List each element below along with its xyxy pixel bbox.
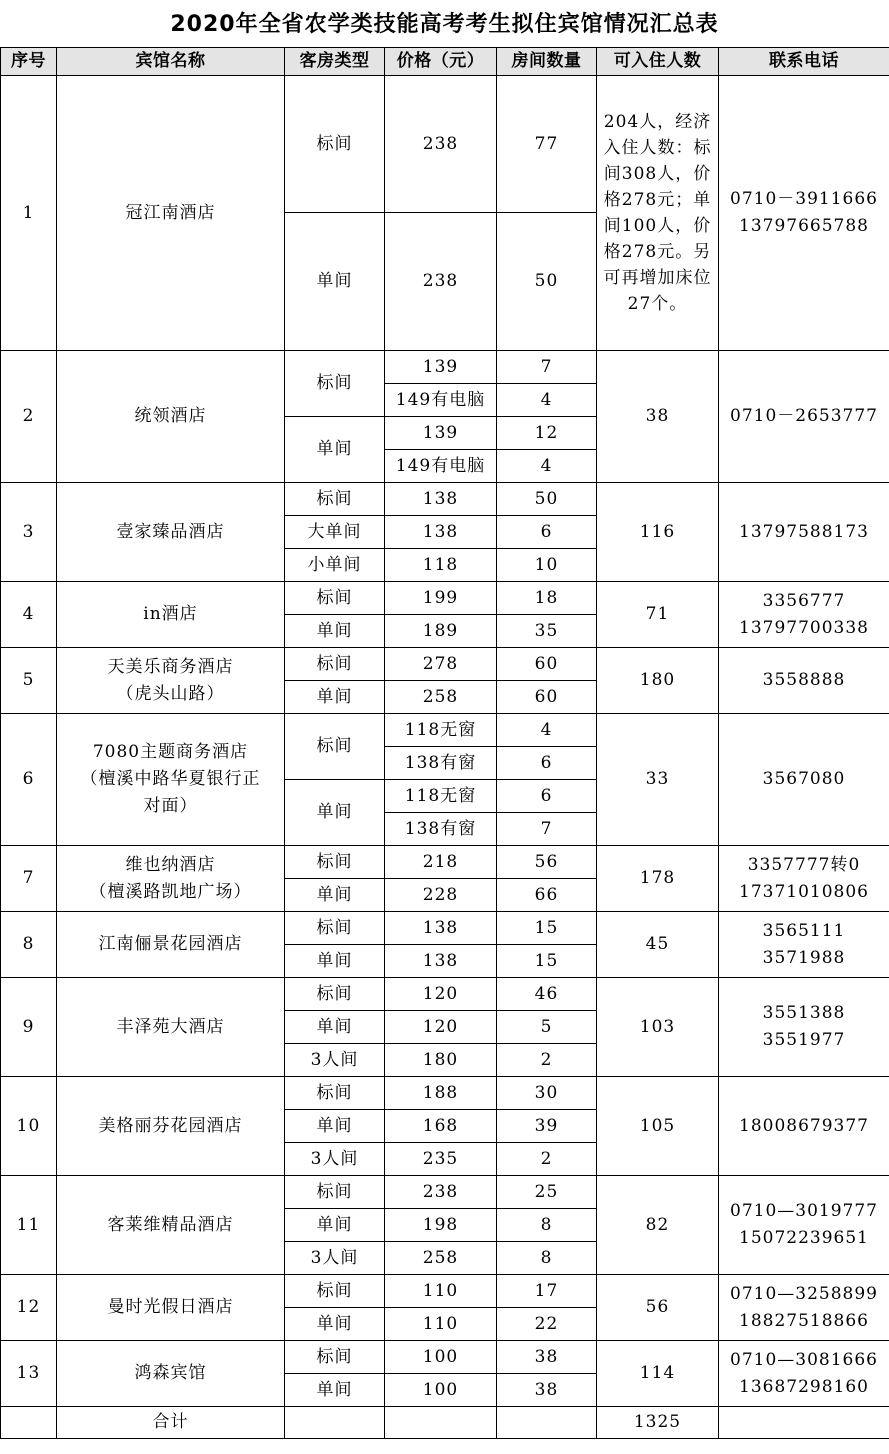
room-type: 单间 bbox=[285, 213, 385, 351]
hotel-name-line: 江南俪景花园酒店 bbox=[98, 934, 243, 954]
table-title: 2020年全省农学类技能高考考生拟住宾馆情况汇总表 bbox=[170, 12, 719, 37]
room-count: 22 bbox=[497, 1308, 597, 1341]
table-body bbox=[1, 76, 889, 1439]
capacity: 33 bbox=[597, 714, 719, 846]
room-count: 6 bbox=[497, 747, 597, 780]
phone-line: 0710－3911666 bbox=[730, 189, 878, 209]
hotel-name bbox=[57, 351, 285, 483]
hotel-name-line: 丰泽苑大酒店 bbox=[116, 1016, 225, 1037]
room-count: 4 bbox=[497, 450, 597, 483]
room-price: 138 bbox=[385, 516, 497, 549]
phone-line: 3356777 bbox=[762, 590, 846, 611]
table-row bbox=[1, 648, 889, 681]
total-empty-price bbox=[385, 1407, 497, 1439]
phone-numbers bbox=[719, 1176, 889, 1275]
phone-line: 13797700338 bbox=[739, 617, 869, 638]
room-count: 39 bbox=[497, 1110, 597, 1143]
row-number: 4 bbox=[1, 582, 57, 648]
room-count: 17 bbox=[497, 1275, 597, 1308]
capacity: 178 bbox=[597, 846, 719, 912]
row-number: 2 bbox=[1, 351, 57, 483]
table-row bbox=[1, 1341, 889, 1374]
phone-line: 18827518866 bbox=[739, 1310, 869, 1331]
hotel-name-line: （檀溪路凯地广场） bbox=[89, 881, 252, 902]
room-type: 标间 bbox=[285, 846, 385, 879]
capacity: 105 bbox=[597, 1077, 719, 1176]
hotel-name-line: 7080主题商务酒店 bbox=[92, 742, 249, 762]
row-number: 10 bbox=[1, 1077, 57, 1176]
room-price: 100 bbox=[385, 1341, 497, 1374]
room-price: 278 bbox=[385, 648, 497, 681]
room-count: 6 bbox=[497, 516, 597, 549]
table-row bbox=[1, 76, 889, 213]
header-row bbox=[1, 48, 889, 76]
capacity: 116 bbox=[597, 483, 719, 582]
hotel-name bbox=[57, 1077, 285, 1176]
room-price: 138有窗 bbox=[385, 747, 497, 780]
row-number: 5 bbox=[1, 648, 57, 714]
row-number: 3 bbox=[1, 483, 57, 582]
capacity: 180 bbox=[597, 648, 719, 714]
phone-line: 17371010806 bbox=[739, 881, 869, 902]
phone-numbers bbox=[719, 714, 889, 846]
room-type: 标间 bbox=[285, 582, 385, 615]
capacity: 204人，经济入住人数：标间308人，价格278元；单间100人，价格278元。另可再增加床位27个。 bbox=[597, 76, 719, 351]
room-type: 单间 bbox=[285, 1209, 385, 1242]
phone-numbers bbox=[719, 483, 889, 582]
capacity: 45 bbox=[597, 912, 719, 978]
hotel-name bbox=[57, 912, 285, 978]
phone-line: 18008679377 bbox=[739, 1115, 869, 1136]
room-price: 100 bbox=[385, 1374, 497, 1407]
hotel-name bbox=[57, 714, 285, 846]
room-price: 235 bbox=[385, 1143, 497, 1176]
hotel-name-line: （檀溪中路华夏银行正 bbox=[80, 769, 261, 789]
phone-line: 3565111 bbox=[762, 920, 846, 941]
room-type: 标间 bbox=[285, 648, 385, 681]
room-price: 118无窗 bbox=[385, 780, 497, 813]
header-phone: 联系电话 bbox=[719, 48, 889, 76]
capacity: 82 bbox=[597, 1176, 719, 1275]
room-count: 56 bbox=[497, 846, 597, 879]
table-row bbox=[1, 846, 889, 879]
room-count: 8 bbox=[497, 1209, 597, 1242]
room-type: 3人间 bbox=[285, 1143, 385, 1176]
room-price: 139 bbox=[385, 351, 497, 384]
total-label: 合计 bbox=[57, 1407, 285, 1439]
room-price: 138 bbox=[385, 483, 497, 516]
table-row bbox=[1, 582, 889, 615]
hotel-name-line: 维也纳酒店 bbox=[125, 854, 216, 875]
capacity: 103 bbox=[597, 978, 719, 1077]
room-type: 3人间 bbox=[285, 1242, 385, 1275]
header-price: 价格（元） bbox=[385, 48, 497, 76]
hotel-name bbox=[57, 648, 285, 714]
hotel-name bbox=[57, 978, 285, 1077]
room-type: 标间 bbox=[285, 1077, 385, 1110]
room-type: 单间 bbox=[285, 945, 385, 978]
header-room-count: 房间数量 bbox=[497, 48, 597, 76]
row-number: 8 bbox=[1, 912, 57, 978]
room-type: 小单间 bbox=[285, 549, 385, 582]
hotel-name bbox=[57, 1341, 285, 1407]
room-type: 单间 bbox=[285, 879, 385, 912]
room-count: 7 bbox=[497, 351, 597, 384]
hotel-name-line: 统领酒店 bbox=[134, 406, 207, 426]
room-type: 标间 bbox=[285, 978, 385, 1011]
phone-numbers bbox=[719, 582, 889, 648]
header-capacity: 可入住人数 bbox=[597, 48, 719, 76]
phone-line: 13797588173 bbox=[739, 521, 869, 542]
phone-line: 0710－2653777 bbox=[730, 406, 878, 426]
phone-line: 0710—3019777 bbox=[730, 1201, 878, 1221]
table-row bbox=[1, 1275, 889, 1308]
room-price: 218 bbox=[385, 846, 497, 879]
room-count: 60 bbox=[497, 648, 597, 681]
hotel-name-line: 客莱维精品酒店 bbox=[107, 1214, 234, 1235]
row-number: 13 bbox=[1, 1341, 57, 1407]
hotel-name bbox=[57, 846, 285, 912]
hotel-name bbox=[57, 1176, 285, 1275]
phone-numbers bbox=[719, 76, 889, 351]
header-hotel-name: 宾馆名称 bbox=[57, 48, 285, 76]
room-price: 118无窗 bbox=[385, 714, 497, 747]
hotel-table bbox=[0, 47, 889, 1439]
hotel-name-line: 壹家臻品酒店 bbox=[116, 521, 225, 542]
phone-line: 3357777转0 bbox=[747, 854, 861, 875]
total-row bbox=[1, 1407, 889, 1439]
room-count: 7 bbox=[497, 813, 597, 846]
row-number: 9 bbox=[1, 978, 57, 1077]
room-count: 15 bbox=[497, 945, 597, 978]
phone-line: 0710—3258899 bbox=[730, 1283, 878, 1304]
room-count: 38 bbox=[497, 1341, 597, 1374]
table-row bbox=[1, 978, 889, 1011]
row-number: 12 bbox=[1, 1275, 57, 1341]
room-type: 标间 bbox=[285, 351, 385, 417]
phone-numbers bbox=[719, 351, 889, 483]
room-type: 单间 bbox=[285, 1011, 385, 1044]
room-count: 2 bbox=[497, 1143, 597, 1176]
room-type: 标间 bbox=[285, 714, 385, 780]
phone-numbers bbox=[719, 1077, 889, 1176]
hotel-name bbox=[57, 1275, 285, 1341]
room-type: 标间 bbox=[285, 1275, 385, 1308]
table-row bbox=[1, 1077, 889, 1110]
phone-numbers bbox=[719, 978, 889, 1077]
room-price: 138 bbox=[385, 945, 497, 978]
table-row bbox=[1, 483, 889, 516]
room-type: 标间 bbox=[285, 1341, 385, 1374]
room-count: 66 bbox=[497, 879, 597, 912]
room-count: 50 bbox=[497, 483, 597, 516]
room-type: 大单间 bbox=[285, 516, 385, 549]
phone-line: 15072239651 bbox=[739, 1228, 869, 1248]
room-type: 标间 bbox=[285, 1176, 385, 1209]
room-price: 189 bbox=[385, 615, 497, 648]
row-number: 7 bbox=[1, 846, 57, 912]
room-count: 4 bbox=[497, 714, 597, 747]
row-number: 11 bbox=[1, 1176, 57, 1275]
phone-line: 3551977 bbox=[762, 1030, 846, 1050]
hotel-name bbox=[57, 483, 285, 582]
room-price: 238 bbox=[385, 1176, 497, 1209]
room-type: 单间 bbox=[285, 417, 385, 483]
row-number: 6 bbox=[1, 714, 57, 846]
room-type: 单间 bbox=[285, 615, 385, 648]
room-count: 8 bbox=[497, 1242, 597, 1275]
room-type: 标间 bbox=[285, 76, 385, 213]
total-capacity: 1325 bbox=[597, 1407, 719, 1439]
room-type: 3人间 bbox=[285, 1044, 385, 1077]
room-price: 198 bbox=[385, 1209, 497, 1242]
room-price: 149有电脑 bbox=[385, 384, 497, 417]
phone-line: 13797665788 bbox=[739, 216, 869, 236]
room-price: 228 bbox=[385, 879, 497, 912]
phone-numbers bbox=[719, 912, 889, 978]
room-type: 单间 bbox=[285, 681, 385, 714]
phone-line: 3558888 bbox=[762, 670, 846, 690]
phone-numbers bbox=[719, 1341, 889, 1407]
hotel-name-line: 曼时光假日酒店 bbox=[107, 1297, 234, 1317]
row-number: 1 bbox=[1, 76, 57, 351]
room-type: 单间 bbox=[285, 1110, 385, 1143]
capacity: 38 bbox=[597, 351, 719, 483]
capacity: 56 bbox=[597, 1275, 719, 1341]
room-price: 110 bbox=[385, 1275, 497, 1308]
room-price: 149有电脑 bbox=[385, 450, 497, 483]
room-price: 258 bbox=[385, 1242, 497, 1275]
hotel-name-line: in酒店 bbox=[143, 604, 198, 624]
capacity: 114 bbox=[597, 1341, 719, 1407]
room-count: 10 bbox=[497, 549, 597, 582]
room-price: 168 bbox=[385, 1110, 497, 1143]
room-price: 120 bbox=[385, 978, 497, 1011]
room-count: 4 bbox=[497, 384, 597, 417]
capacity: 71 bbox=[597, 582, 719, 648]
room-type: 单间 bbox=[285, 1308, 385, 1341]
hotel-name-line: 天美乐商务酒店 bbox=[107, 656, 234, 677]
phone-numbers bbox=[719, 846, 889, 912]
room-count: 46 bbox=[497, 978, 597, 1011]
hotel-name bbox=[57, 76, 285, 351]
table-row bbox=[1, 1176, 889, 1209]
phone-line: 3571988 bbox=[762, 947, 846, 968]
room-price: 138有窗 bbox=[385, 813, 497, 846]
room-price: 258 bbox=[385, 681, 497, 714]
room-price: 110 bbox=[385, 1308, 497, 1341]
total-empty-count bbox=[497, 1407, 597, 1439]
phone-numbers bbox=[719, 648, 889, 714]
room-price: 118 bbox=[385, 549, 497, 582]
room-count: 12 bbox=[497, 417, 597, 450]
hotel-name-line: 美格丽芬花园酒店 bbox=[98, 1115, 243, 1136]
room-count: 18 bbox=[497, 582, 597, 615]
hotel-name bbox=[57, 582, 285, 648]
table-row bbox=[1, 912, 889, 945]
phone-line: 0710—3081666 bbox=[730, 1349, 878, 1370]
total-empty-no bbox=[1, 1407, 57, 1439]
room-count: 25 bbox=[497, 1176, 597, 1209]
room-price: 120 bbox=[385, 1011, 497, 1044]
room-count: 77 bbox=[497, 76, 597, 213]
hotel-name-line: 冠江南酒店 bbox=[125, 202, 216, 223]
room-count: 15 bbox=[497, 912, 597, 945]
phone-numbers bbox=[719, 1275, 889, 1341]
room-count: 60 bbox=[497, 681, 597, 714]
room-count: 50 bbox=[497, 213, 597, 351]
room-price: 238 bbox=[385, 76, 497, 213]
room-type: 单间 bbox=[285, 1374, 385, 1407]
header-no: 序号 bbox=[1, 48, 57, 76]
phone-line: 13687298160 bbox=[739, 1376, 869, 1397]
room-count: 5 bbox=[497, 1011, 597, 1044]
hotel-name-line: （虎头山路） bbox=[116, 683, 225, 704]
total-empty-phone bbox=[719, 1407, 889, 1439]
phone-line: 3567080 bbox=[762, 769, 846, 789]
room-count: 30 bbox=[497, 1077, 597, 1110]
room-count: 38 bbox=[497, 1374, 597, 1407]
room-price: 238 bbox=[385, 213, 497, 351]
hotel-name-line: 鸿森宾馆 bbox=[134, 1363, 207, 1383]
room-count: 6 bbox=[497, 780, 597, 813]
total-empty-type bbox=[285, 1407, 385, 1439]
room-price: 199 bbox=[385, 582, 497, 615]
table-row bbox=[1, 351, 889, 384]
room-price: 138 bbox=[385, 912, 497, 945]
room-type: 标间 bbox=[285, 483, 385, 516]
table-row bbox=[1, 714, 889, 747]
room-count: 2 bbox=[497, 1044, 597, 1077]
room-type: 单间 bbox=[285, 780, 385, 846]
hotel-name-line: 对面） bbox=[143, 796, 198, 816]
room-count: 35 bbox=[497, 615, 597, 648]
room-price: 188 bbox=[385, 1077, 497, 1110]
room-price: 139 bbox=[385, 417, 497, 450]
phone-line: 3551388 bbox=[762, 1003, 846, 1023]
room-type: 标间 bbox=[285, 912, 385, 945]
header-room-type: 客房类型 bbox=[285, 48, 385, 76]
room-price: 180 bbox=[385, 1044, 497, 1077]
